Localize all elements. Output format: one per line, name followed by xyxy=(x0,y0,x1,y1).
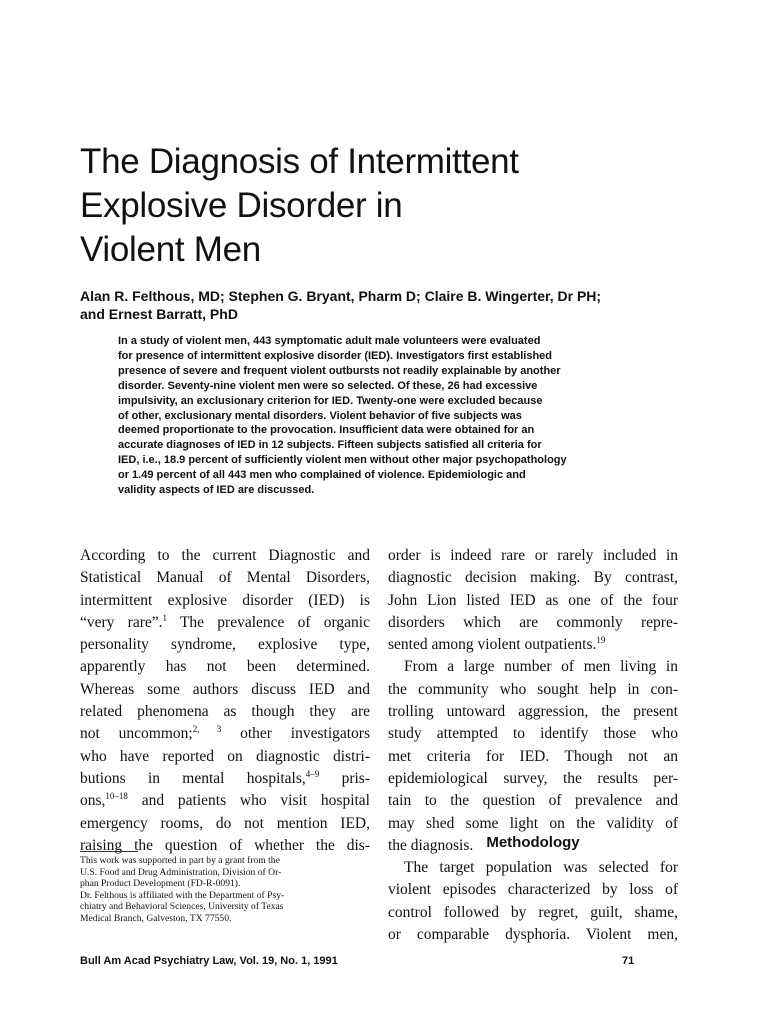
body-line: violent episodes characterized by loss of xyxy=(388,881,678,899)
body-text: “very rare”. xyxy=(80,613,163,631)
footnote-line: Dr. Felthous is affiliated with the Department of Psy- xyxy=(80,889,285,901)
body-line: From a large number of men living in xyxy=(404,658,678,676)
body-line: John Lion listed IED as one of the four xyxy=(388,591,678,609)
citation-superscript: 1 xyxy=(162,612,167,623)
author-list xyxy=(80,287,700,323)
section-heading: Methodology xyxy=(486,834,580,851)
abstract-line: disorder. Seventy-nine violent men were so selected. Of these, 26 had excessive xyxy=(118,379,538,392)
body-line xyxy=(80,723,370,745)
body-line: emergency rooms, do not mention IED, xyxy=(80,814,370,832)
footnote-line: phan Product Development (FD-R-0091). xyxy=(80,878,241,890)
body-text: and patients who visit hospital xyxy=(127,792,370,810)
author-line: Alan R. Felthous, MD; Stephen G. Bryant, Pharm D; Claire B. Wingerter, Dr PH; xyxy=(80,288,602,304)
title-line: Violent Men xyxy=(80,230,261,269)
body-text: The prevalence of organic xyxy=(167,613,370,631)
abstract-line: impulsivity, an exclusionary criterion for IED. Twenty-one were excluded because xyxy=(118,394,543,407)
body-line: According to the current Diagnostic and xyxy=(80,547,370,564)
journal-citation: Bull Am Acad Psychiatry Law, Vol. 19, No. 1, 1991 xyxy=(80,955,338,967)
body-line: epidemiological survey, the results per- xyxy=(388,769,678,787)
abstract-line: of other, exclusionary mental disorders. Violent behavior of five subjects was xyxy=(118,409,522,422)
title-line: The Diagnosis of Intermittent xyxy=(80,142,519,181)
footnote-line: Medical Branch, Galveston, TX 77550. xyxy=(80,912,232,924)
body-line: raising the question of whether the dis- xyxy=(80,836,370,854)
body-text: other investigators xyxy=(221,725,371,743)
abstract-line: In a study of violent men, 443 symptomatic adult male volunteers were evaluated xyxy=(118,335,541,347)
abstract-line: validity aspects of IED are discussed. xyxy=(118,484,315,497)
abstract-line: IED, i.e., 18.9 percent of sufficiently violent men without other major psychopathology xyxy=(118,454,567,467)
body-line: the community who sought help in con- xyxy=(388,680,678,698)
abstract-line: deemed proportionate to the provocation. Insufficient data were obtained for an xyxy=(118,424,535,437)
abstract-line: for presence of intermittent explosive disorder (IED). Investigators first established xyxy=(118,349,552,362)
body-text: pris- xyxy=(319,769,370,787)
abstract xyxy=(118,334,648,498)
footnote-divider xyxy=(80,851,138,852)
body-line: personality syndrome, explosive type, xyxy=(80,636,370,654)
article-title xyxy=(80,140,680,272)
page-number: 71 xyxy=(622,955,635,967)
body-line: the diagnosis. xyxy=(388,836,474,854)
body-line: or comparable dysphoria. Violent men, xyxy=(388,925,678,943)
body-line: The target population was selected for xyxy=(404,859,678,876)
body-text: ons, xyxy=(80,792,106,810)
body-column-left xyxy=(80,545,370,857)
body-text: sented among violent outpatients. xyxy=(388,636,597,654)
author-line: and Ernest Barratt, PhD xyxy=(80,306,238,322)
citation-superscript: 10–18 xyxy=(105,791,128,802)
footnote-line: U.S. Food and Drug Administration, Division of Or- xyxy=(80,866,282,878)
citation-superscript: 19 xyxy=(596,635,606,646)
body-text: butions in mental hospitals, xyxy=(80,769,306,787)
body-line: study attempted to identify those who xyxy=(388,725,678,743)
body-line xyxy=(388,634,678,656)
body-text: not uncommon; xyxy=(80,725,193,743)
body-line: intermittent explosive disorder (IED) is xyxy=(80,591,370,609)
abstract-line: accurate diagnoses of IED in 12 subjects. Fifteen subjects satisfied all criteria for xyxy=(118,439,542,452)
footnote-line: chiatry and Behavioral Sciences, University of Texas xyxy=(80,901,284,913)
body-line: disorders which are commonly repre- xyxy=(388,613,678,631)
body-line: order is indeed rare or rarely included in xyxy=(388,547,678,564)
citation-superscript: 4–9 xyxy=(305,768,320,779)
body-line xyxy=(80,768,370,790)
body-line: tain to the question of prevalence and xyxy=(388,792,678,810)
body-line: may shed some light on the validity of xyxy=(388,814,678,832)
footnote-line: This work was supported in part by a grant from the xyxy=(80,855,280,866)
abstract-line: presence of severe and frequent violent outbursts not readily explainable by another xyxy=(118,364,561,377)
body-line: met criteria for IED. Though not an xyxy=(388,747,678,765)
body-column-right xyxy=(388,545,678,857)
body-line xyxy=(80,612,370,634)
citation-superscript: 2, 3 xyxy=(192,724,222,735)
body-line: Whereas some authors discuss IED and xyxy=(80,680,370,698)
body-line xyxy=(80,790,370,812)
methodology-paragraph xyxy=(388,857,678,946)
abstract-line: or 1.49 percent of all 443 men who complained of violence. Epidemiologic and xyxy=(118,469,526,482)
body-line: Statistical Manual of Mental Disorders, xyxy=(80,569,370,587)
body-line: who have reported on diagnostic distri- xyxy=(80,747,370,765)
body-line: related phenomena as though they are xyxy=(80,703,370,721)
body-line: apparently has not been determined. xyxy=(80,658,370,676)
body-line: diagnostic decision making. By contrast, xyxy=(388,569,678,587)
footnote xyxy=(80,855,370,925)
body-line: control followed by regret, guilt, shame, xyxy=(388,903,678,921)
body-line: trolling untoward aggression, the present xyxy=(388,703,678,721)
title-line: Explosive Disorder in xyxy=(80,186,403,225)
